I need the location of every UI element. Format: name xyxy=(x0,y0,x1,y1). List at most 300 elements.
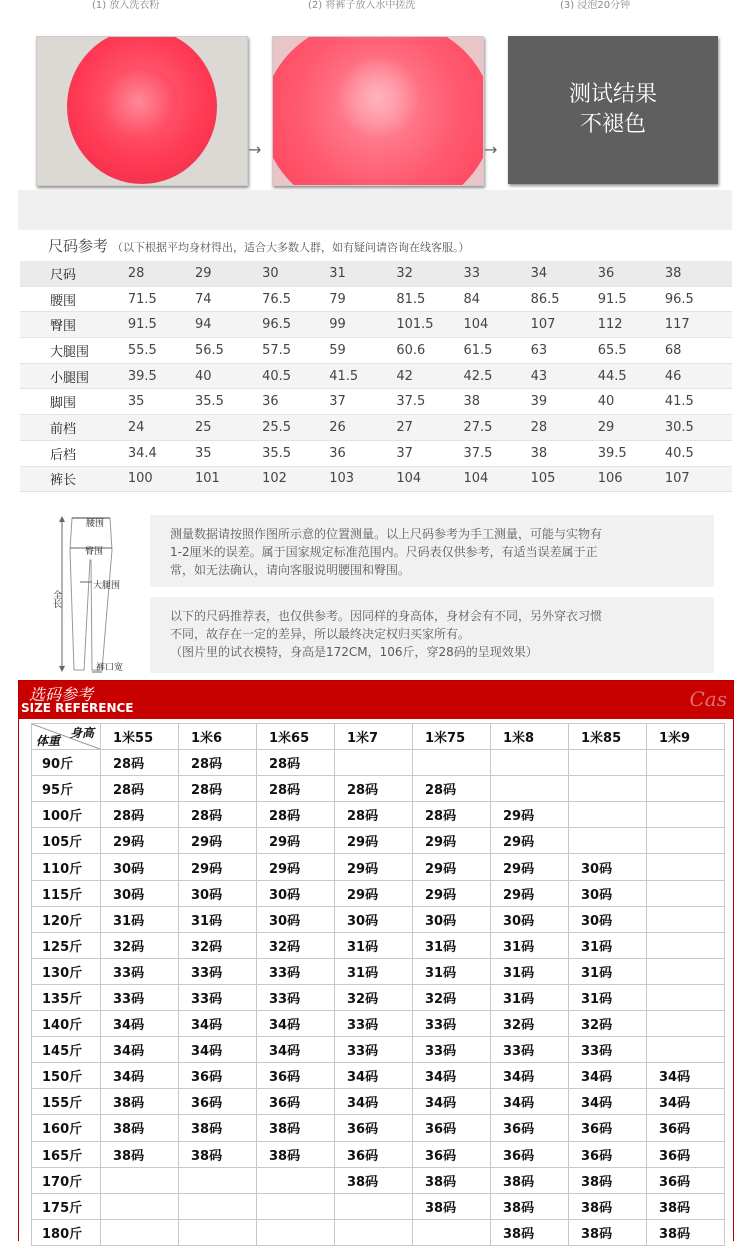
size-reference-panel xyxy=(18,680,734,1241)
size-chart-heading: 尺码参考 xyxy=(48,237,109,255)
size-reference-cell: 30码 xyxy=(179,880,257,906)
size-reference-row xyxy=(32,984,725,1010)
size-chart-cell: 25 xyxy=(195,415,262,441)
size-chart-cell: 24 xyxy=(128,415,195,441)
size-reference-cell: 36码 xyxy=(569,1141,647,1167)
size-reference-cell: 34码 xyxy=(647,1089,725,1115)
size-chart-row xyxy=(20,389,732,415)
hip-label: 臀围 xyxy=(85,547,104,557)
weight-label: 135斤 xyxy=(32,984,101,1010)
size-reference-cell xyxy=(647,958,725,984)
size-reference-cell: 28码 xyxy=(179,750,257,776)
size-chart-cell: 39 xyxy=(531,389,598,415)
size-reference-row xyxy=(32,750,725,776)
size-chart-row xyxy=(20,415,732,441)
size-reference-cell: 33码 xyxy=(257,958,335,984)
size-reference-cell xyxy=(101,1219,179,1245)
size-chart-cell: 36 xyxy=(598,261,665,286)
recommend-note-line: 以下的尺码推荐表，也仅供参考。因同样的身高体，身材会有不同，另外穿衣习惯 xyxy=(170,609,603,623)
size-chart-row-label: 腰围 xyxy=(20,286,128,312)
size-reference-cell: 29码 xyxy=(413,880,491,906)
size-reference-cell: 36码 xyxy=(647,1167,725,1193)
weight-label: 100斤 xyxy=(32,802,101,828)
size-reference-table xyxy=(31,723,725,1246)
size-reference-cell: 36码 xyxy=(491,1115,569,1141)
size-chart-cell: 91.5 xyxy=(598,286,665,312)
size-reference-cell: 30码 xyxy=(257,880,335,906)
size-reference-cell: 29码 xyxy=(491,880,569,906)
size-reference-cell: 34码 xyxy=(413,1089,491,1115)
size-chart-cell: 28 xyxy=(128,261,195,286)
size-reference-cell: 38码 xyxy=(491,1219,569,1245)
size-chart-cell: 56.5 xyxy=(195,338,262,364)
size-chart-cell: 40.5 xyxy=(262,363,329,389)
weight-label: 165斤 xyxy=(32,1141,101,1167)
size-reference-cell: 29码 xyxy=(257,854,335,880)
size-reference-cell: 28码 xyxy=(257,750,335,776)
size-reference-cell xyxy=(335,1219,413,1245)
weight-label: 125斤 xyxy=(32,932,101,958)
size-chart-cell: 63 xyxy=(531,338,598,364)
size-reference-cell: 30码 xyxy=(257,906,335,932)
size-reference-cell: 29码 xyxy=(335,880,413,906)
size-chart-cell: 28 xyxy=(531,415,598,441)
size-chart-cell: 37 xyxy=(396,440,463,466)
size-chart-cell: 35 xyxy=(195,440,262,466)
arrow-icon: → xyxy=(484,140,498,159)
size-reference-row xyxy=(32,802,725,828)
size-reference-cell: 33码 xyxy=(413,1037,491,1063)
corner-weight-label: 体重 xyxy=(36,734,61,749)
size-reference-row xyxy=(32,1141,725,1167)
size-reference-cell: 29码 xyxy=(491,828,569,854)
weight-label: 105斤 xyxy=(32,828,101,854)
size-reference-cell: 34码 xyxy=(101,1063,179,1089)
wash-photo-1 xyxy=(36,36,248,186)
size-chart-row xyxy=(20,363,732,389)
size-chart-cell: 36 xyxy=(262,389,329,415)
size-chart-title xyxy=(48,235,470,256)
size-reference-cell: 28码 xyxy=(101,802,179,828)
size-chart-cell: 74 xyxy=(195,286,262,312)
size-reference-cell: 33码 xyxy=(335,1037,413,1063)
recommend-note-box xyxy=(150,597,714,673)
size-reference-cell: 36码 xyxy=(647,1141,725,1167)
height-header: 1米8 xyxy=(491,724,569,750)
size-chart-cell: 55.5 xyxy=(128,338,195,364)
weight-label: 130斤 xyxy=(32,958,101,984)
size-reference-cell xyxy=(647,1011,725,1037)
size-reference-header xyxy=(19,681,733,719)
size-reference-header-row xyxy=(32,724,725,750)
size-reference-cell: 29码 xyxy=(257,828,335,854)
size-chart-cell: 59 xyxy=(329,338,396,364)
weight-label: 120斤 xyxy=(32,906,101,932)
weight-label: 140斤 xyxy=(32,1011,101,1037)
size-chart-row xyxy=(20,286,732,312)
size-chart-row xyxy=(20,466,732,492)
size-reference-cell xyxy=(569,776,647,802)
measure-note-line: 1-2厘米的误差。属于国家规定标准范围内。尺码表仅供参考，有适当误差属于正 xyxy=(170,545,598,559)
size-chart-cell: 41.5 xyxy=(329,363,396,389)
size-reference-cell: 36码 xyxy=(335,1115,413,1141)
size-reference-cell: 36码 xyxy=(179,1063,257,1089)
size-reference-cell: 33码 xyxy=(101,984,179,1010)
size-reference-cell: 38码 xyxy=(491,1193,569,1219)
size-reference-cell: 36码 xyxy=(179,1089,257,1115)
size-reference-cell: 32码 xyxy=(179,932,257,958)
size-reference-cell: 36码 xyxy=(491,1141,569,1167)
recommend-note-line: （图片里的试衣模特，身高是172CM，106斤，穿28码的呈现效果） xyxy=(170,645,538,659)
size-reference-cell xyxy=(569,828,647,854)
size-chart-cell: 40 xyxy=(598,389,665,415)
size-reference-cell: 34码 xyxy=(569,1063,647,1089)
size-reference-cell xyxy=(647,802,725,828)
size-chart-cell: 42 xyxy=(396,363,463,389)
size-reference-cell: 31码 xyxy=(335,932,413,958)
size-chart-cell: 104 xyxy=(463,312,530,338)
size-chart-cell: 106 xyxy=(598,466,665,492)
size-reference-cell xyxy=(413,1219,491,1245)
size-reference-cell xyxy=(179,1219,257,1245)
size-reference-row xyxy=(32,880,725,906)
size-chart-cell: 40 xyxy=(195,363,262,389)
size-reference-cell: 38码 xyxy=(101,1141,179,1167)
size-chart-row-label: 前档 xyxy=(20,415,128,441)
size-reference-row xyxy=(32,828,725,854)
size-reference-cell xyxy=(647,828,725,854)
size-reference-cell xyxy=(647,984,725,1010)
size-reference-cell: 34码 xyxy=(179,1011,257,1037)
step-2-caption: (2) 将裤子放入水中搓洗 xyxy=(308,0,416,11)
size-reference-cell: 34码 xyxy=(647,1063,725,1089)
size-reference-cell: 32码 xyxy=(569,1011,647,1037)
size-reference-cell: 38码 xyxy=(413,1167,491,1193)
size-reference-cell: 31码 xyxy=(101,906,179,932)
size-reference-cell: 34码 xyxy=(335,1063,413,1089)
height-header: 1米55 xyxy=(101,724,179,750)
size-chart-cell: 37.5 xyxy=(396,389,463,415)
size-reference-cell: 31码 xyxy=(569,958,647,984)
size-reference-cell xyxy=(257,1219,335,1245)
size-reference-cell: 32码 xyxy=(101,932,179,958)
measure-note-line: 常，如无法确认，请向客服说明腰围和臀围。 xyxy=(170,563,411,577)
size-reference-cell: 32码 xyxy=(413,984,491,1010)
size-reference-cell xyxy=(647,1037,725,1063)
size-reference-cell: 38码 xyxy=(569,1167,647,1193)
size-chart-cell: 35.5 xyxy=(262,440,329,466)
size-reference-cell: 30码 xyxy=(491,906,569,932)
height-header: 1米65 xyxy=(257,724,335,750)
size-reference-cell: 28码 xyxy=(101,776,179,802)
size-reference-cell: 34码 xyxy=(257,1037,335,1063)
size-reference-cell: 33码 xyxy=(335,1011,413,1037)
size-chart-cell: 60.6 xyxy=(396,338,463,364)
size-reference-row xyxy=(32,1037,725,1063)
arrow-icon: → xyxy=(248,140,262,159)
size-reference-row xyxy=(32,854,725,880)
size-reference-row xyxy=(32,1011,725,1037)
size-reference-cell: 38码 xyxy=(647,1193,725,1219)
size-chart-row-label: 脚围 xyxy=(20,389,128,415)
size-reference-cell: 32码 xyxy=(257,932,335,958)
weight-label: 180斤 xyxy=(32,1219,101,1245)
size-chart-cell: 43 xyxy=(531,363,598,389)
size-reference-cell: 30码 xyxy=(101,854,179,880)
size-chart-cell: 101.5 xyxy=(396,312,463,338)
size-chart-row xyxy=(20,338,732,364)
size-reference-cell: 29码 xyxy=(335,828,413,854)
size-chart-cell: 104 xyxy=(463,466,530,492)
corner-cell xyxy=(32,724,101,750)
size-reference-cell: 29码 xyxy=(491,802,569,828)
weight-label: 95斤 xyxy=(32,776,101,802)
corner-height-label: 身高 xyxy=(69,726,94,740)
size-reference-cell: 38码 xyxy=(569,1219,647,1245)
size-reference-cell: 30码 xyxy=(569,880,647,906)
size-reference-cell xyxy=(647,750,725,776)
size-chart-cell: 31 xyxy=(329,261,396,286)
size-reference-cell: 29码 xyxy=(101,828,179,854)
weight-label: 160斤 xyxy=(32,1115,101,1141)
size-reference-cell: 32码 xyxy=(335,984,413,1010)
size-reference-cell: 36码 xyxy=(257,1063,335,1089)
size-reference-cell: 29码 xyxy=(335,854,413,880)
size-reference-row xyxy=(32,1089,725,1115)
size-chart-row-label: 后档 xyxy=(20,440,128,466)
size-chart-cell: 94 xyxy=(195,312,262,338)
size-chart-cell: 32 xyxy=(396,261,463,286)
size-reference-cell: 33码 xyxy=(101,958,179,984)
size-reference-cell: 34码 xyxy=(101,1037,179,1063)
size-reference-title-en: SIZE REFERENCE xyxy=(21,701,134,715)
brand-logo: Cas xyxy=(689,687,727,711)
size-chart-cell: 40.5 xyxy=(665,440,732,466)
size-reference-cell: 36码 xyxy=(335,1141,413,1167)
size-chart-cell: 36 xyxy=(329,440,396,466)
size-chart-row-label: 裤长 xyxy=(20,466,128,492)
size-reference-cell: 28码 xyxy=(101,750,179,776)
weight-label: 170斤 xyxy=(32,1167,101,1193)
size-chart-cell: 44.5 xyxy=(598,363,665,389)
size-reference-cell: 28码 xyxy=(179,776,257,802)
size-reference-cell: 28码 xyxy=(335,776,413,802)
size-reference-title-cn: 选码参考 xyxy=(29,685,94,704)
size-reference-cell: 34码 xyxy=(491,1089,569,1115)
wash-photo-2 xyxy=(272,36,484,186)
thigh-label: 大腿围 xyxy=(93,581,121,591)
size-chart-cell: 105 xyxy=(531,466,598,492)
size-reference-cell xyxy=(257,1193,335,1219)
size-reference-cell: 34码 xyxy=(413,1063,491,1089)
size-reference-cell: 29码 xyxy=(413,854,491,880)
weight-label: 145斤 xyxy=(32,1037,101,1063)
size-chart-cell: 35.5 xyxy=(195,389,262,415)
size-reference-cell: 36码 xyxy=(647,1115,725,1141)
recommend-note-line: 不同，故存在一定的差异，所以最终决定权归买家所有。 xyxy=(170,627,471,641)
height-header: 1米6 xyxy=(179,724,257,750)
size-reference-cell xyxy=(491,750,569,776)
waist-label: 腰围 xyxy=(86,519,105,529)
size-reference-cell: 31码 xyxy=(569,932,647,958)
divider-band xyxy=(18,190,732,230)
size-reference-cell: 36码 xyxy=(569,1115,647,1141)
size-reference-cell: 28码 xyxy=(257,776,335,802)
size-reference-cell xyxy=(569,802,647,828)
size-reference-cell: 30码 xyxy=(569,906,647,932)
size-reference-cell: 29码 xyxy=(179,854,257,880)
size-reference-row xyxy=(32,776,725,802)
measure-note-box xyxy=(150,515,714,587)
size-reference-cell: 38码 xyxy=(413,1193,491,1219)
size-chart-cell: 71.5 xyxy=(128,286,195,312)
height-header: 1米85 xyxy=(569,724,647,750)
size-reference-cell xyxy=(647,854,725,880)
size-chart-row xyxy=(20,261,732,286)
size-chart-cell: 91.5 xyxy=(128,312,195,338)
pants-diagram xyxy=(40,510,140,680)
height-header: 1米75 xyxy=(413,724,491,750)
size-chart-cell: 30 xyxy=(262,261,329,286)
size-chart-table xyxy=(20,261,732,492)
size-reference-cell: 30码 xyxy=(335,906,413,932)
size-reference-cell: 32码 xyxy=(491,1011,569,1037)
step-3-caption: (3) 浸泡20分钟 xyxy=(560,0,631,11)
size-reference-cell: 38码 xyxy=(257,1141,335,1167)
size-chart-cell: 38 xyxy=(531,440,598,466)
size-chart-cell: 37 xyxy=(329,389,396,415)
size-reference-cell: 34码 xyxy=(491,1063,569,1089)
size-chart-row xyxy=(20,312,732,338)
size-reference-cell: 34码 xyxy=(101,1011,179,1037)
weight-label: 175斤 xyxy=(32,1193,101,1219)
size-reference-row xyxy=(32,958,725,984)
size-chart-cell: 37.5 xyxy=(463,440,530,466)
size-reference-cell: 29码 xyxy=(413,828,491,854)
size-chart-cell: 57.5 xyxy=(262,338,329,364)
size-reference-cell: 38码 xyxy=(257,1115,335,1141)
size-chart-cell: 29 xyxy=(195,261,262,286)
size-reference-cell: 28码 xyxy=(335,802,413,828)
measure-note-line: 测量数据请按照作图所示意的位置测量。以上尺码参考为手工测量，可能与实物有 xyxy=(170,527,603,541)
size-chart-row-label: 臀围 xyxy=(20,312,128,338)
size-reference-cell: 31码 xyxy=(569,984,647,1010)
size-reference-cell: 33码 xyxy=(491,1037,569,1063)
size-chart-row-label: 大腿围 xyxy=(20,338,128,364)
size-chart-cell: 86.5 xyxy=(531,286,598,312)
size-reference-cell: 31码 xyxy=(491,958,569,984)
size-reference-cell: 38码 xyxy=(491,1167,569,1193)
weight-label: 90斤 xyxy=(32,750,101,776)
size-reference-cell xyxy=(647,880,725,906)
size-reference-cell: 33码 xyxy=(179,958,257,984)
size-chart-cell: 25.5 xyxy=(262,415,329,441)
size-reference-cell xyxy=(257,1167,335,1193)
result-box xyxy=(508,36,718,184)
size-chart-cell: 112 xyxy=(598,312,665,338)
size-chart-cell: 41.5 xyxy=(665,389,732,415)
weight-label: 115斤 xyxy=(32,880,101,906)
size-reference-cell: 38码 xyxy=(179,1141,257,1167)
size-reference-cell: 29码 xyxy=(179,828,257,854)
size-reference-row xyxy=(32,1193,725,1219)
size-reference-cell: 34码 xyxy=(335,1089,413,1115)
size-reference-cell: 33码 xyxy=(413,1011,491,1037)
size-chart-cell: 35 xyxy=(128,389,195,415)
size-chart-row-label: 小腿围 xyxy=(20,363,128,389)
size-reference-cell: 38码 xyxy=(101,1115,179,1141)
size-reference-cell: 36码 xyxy=(413,1115,491,1141)
size-chart-cell: 96.5 xyxy=(262,312,329,338)
size-reference-row xyxy=(32,1167,725,1193)
size-chart-cell: 27.5 xyxy=(463,415,530,441)
size-reference-cell xyxy=(179,1193,257,1219)
weight-label: 110斤 xyxy=(32,854,101,880)
size-chart-cell: 107 xyxy=(531,312,598,338)
size-reference-cell: 33码 xyxy=(179,984,257,1010)
size-chart-cell: 100 xyxy=(128,466,195,492)
size-reference-cell xyxy=(335,1193,413,1219)
size-chart-cell: 79 xyxy=(329,286,396,312)
size-chart-cell: 46 xyxy=(665,363,732,389)
size-chart-cell: 42.5 xyxy=(463,363,530,389)
size-reference-cell xyxy=(647,776,725,802)
size-chart-cell: 104 xyxy=(396,466,463,492)
size-chart-cell: 39.5 xyxy=(598,440,665,466)
size-reference-cell: 28码 xyxy=(179,802,257,828)
size-reference-cell: 38码 xyxy=(569,1193,647,1219)
size-reference-cell: 31码 xyxy=(413,932,491,958)
size-reference-cell: 31码 xyxy=(413,958,491,984)
size-reference-cell: 36码 xyxy=(413,1141,491,1167)
size-chart-cell: 81.5 xyxy=(396,286,463,312)
size-reference-cell: 28码 xyxy=(413,776,491,802)
size-chart-cell: 68 xyxy=(665,338,732,364)
size-reference-cell: 38码 xyxy=(335,1167,413,1193)
size-reference-cell: 31码 xyxy=(491,932,569,958)
size-chart-cell: 61.5 xyxy=(463,338,530,364)
result-line-2: 不褪色 xyxy=(579,112,646,137)
size-reference-row xyxy=(32,1219,725,1245)
size-reference-cell xyxy=(647,932,725,958)
size-chart-cell: 107 xyxy=(665,466,732,492)
size-chart-cell: 65.5 xyxy=(598,338,665,364)
size-chart-cell: 33 xyxy=(463,261,530,286)
size-chart-cell: 34 xyxy=(531,261,598,286)
size-reference-cell: 38码 xyxy=(647,1219,725,1245)
size-chart-cell: 102 xyxy=(262,466,329,492)
size-chart-row-label: 尺码 xyxy=(20,261,128,286)
size-reference-cell: 34码 xyxy=(179,1037,257,1063)
weight-label: 150斤 xyxy=(32,1063,101,1089)
size-chart-cell: 38 xyxy=(665,261,732,286)
size-reference-cell xyxy=(491,776,569,802)
size-reference-cell: 30码 xyxy=(101,880,179,906)
size-reference-cell xyxy=(335,750,413,776)
size-reference-cell: 29码 xyxy=(491,854,569,880)
size-reference-cell: 28码 xyxy=(413,802,491,828)
size-chart-note: （以下根据平均身材得出，适合大多数人群，如有疑问请咨询在线客服。） xyxy=(112,241,470,254)
size-reference-cell xyxy=(647,906,725,932)
size-chart-cell: 99 xyxy=(329,312,396,338)
size-reference-cell: 31码 xyxy=(491,984,569,1010)
size-reference-row xyxy=(32,1115,725,1141)
size-reference-cell xyxy=(101,1193,179,1219)
size-reference-cell: 36码 xyxy=(257,1089,335,1115)
size-reference-cell: 30码 xyxy=(413,906,491,932)
size-reference-cell xyxy=(569,750,647,776)
size-reference-cell: 33码 xyxy=(257,984,335,1010)
